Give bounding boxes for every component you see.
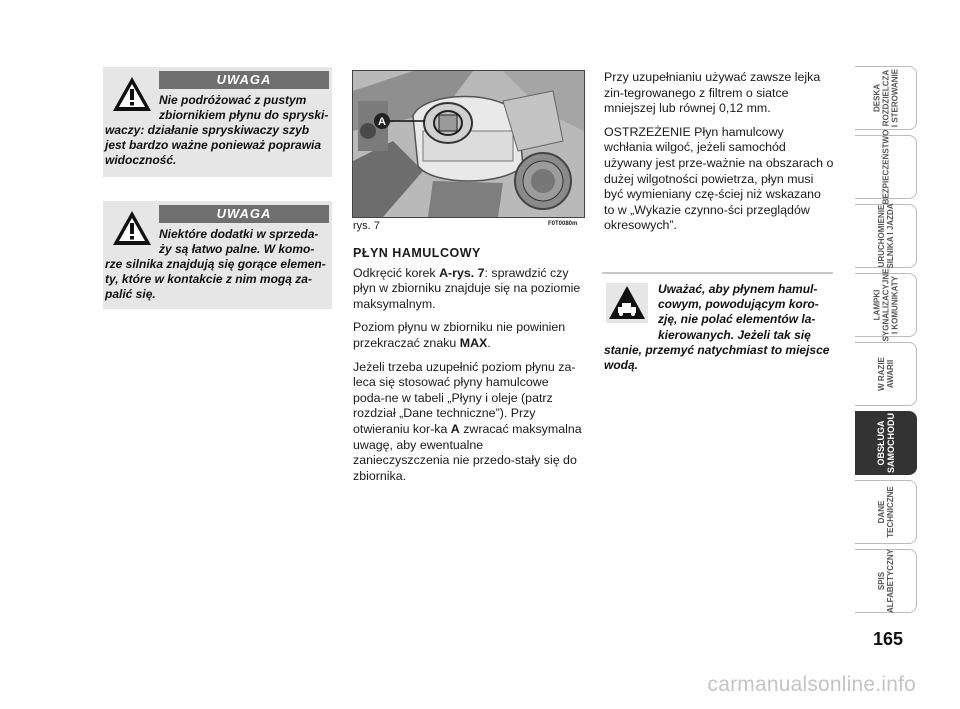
tab-spis-alfabetyczny[interactable]: SPIS ALFABETYCZNY xyxy=(855,549,917,613)
tab-obsluga-samochodu[interactable]: OBSŁUGA SAMOCHODU xyxy=(855,411,917,475)
watermark: carmanualsonline.info xyxy=(707,673,916,696)
paragraph: Przy uzupełnianiu używać zawsze lejka zin-tegrowanego z filtrem o siatce mniejszej lub równej 0,12 mm. xyxy=(604,70,821,116)
paragraph: Jeżeli trzeba uzupełnić poziom płynu za-leca się stosować płyny hamulcowe poda-ne w tabeli „Płyny i oleje (patrz rozdział „Dane techniczne”). Przy otwieraniu kor-ka A zwracać maksymalna uwagę, aby ewentualne zanieczyszczenia nie przedo-stały się do zbiornika. xyxy=(353,359,582,483)
middle-column xyxy=(353,246,583,492)
figure-label-a: A xyxy=(378,116,386,128)
section-heading: PŁYN HAMULCOWY xyxy=(353,246,481,260)
tab-bezpieczenstwo[interactable]: BEZPIECZEŃSTWO xyxy=(855,135,917,199)
paragraph: Poziom płynu w zbiorniku nie powinien przekraczać znaku MAX. xyxy=(353,320,566,350)
tab-dane-techniczne[interactable]: DANE TECHNICZNE xyxy=(855,480,917,544)
warning-box-2 xyxy=(103,201,332,309)
paragraph: Odkręcić korek A-rys. 7: sprawdzić czy płyn w zbiorniku znajduje się na poziomie maksymalnym. xyxy=(353,265,581,311)
warning-header: UWAGA xyxy=(159,205,329,223)
warning-text: Niektóre dodatki w sprzeda- ży są łatwo palne. W komo- rze silnika znajdują się gorące elemen- ty, które w kontakcie z nim mogą za- palić się. xyxy=(105,227,326,301)
tab-w-razie-awarii[interactable]: W RAZIE AWARII xyxy=(855,342,917,406)
paragraph: OSTRZEŻENIE Płyn hamulcowy wchłania wilgoć, jeżeli samochód używany jest prze-ważnie na obszarach o dużej wilgotności powietrza, płyn musi być wymieniany czę-ściej niż wskazano to w „Wykazie czynno-ści przeglądów okresowych”. xyxy=(604,124,834,233)
figure-code: F0T0080m xyxy=(548,221,578,227)
warning-header: UWAGA xyxy=(159,71,329,89)
page-number: 165 xyxy=(872,629,904,649)
caution-text: Uważać, aby płynem hamul- cowym, powodującym koro- zję, nie polać elementów la- kierowanych. Jeżeli tak się stanie, przemyć natychmiast to miejsce wodą. xyxy=(604,282,830,373)
caution-divider xyxy=(602,272,833,274)
right-column xyxy=(604,70,834,242)
tab-lampki[interactable]: LAMPKI SYGNALIZACYJNE I KOMUNIKATY xyxy=(855,273,917,337)
warning-text: Nie podróżować z pustym zbiornikiem płynu do spryski- waczy: działanie spryskiwaczy szyb jest bardzo ważne ponieważ poprawia widoczność. xyxy=(105,93,329,167)
figure-caption: rys. 7 xyxy=(353,220,380,232)
engine-bay-illustration xyxy=(353,71,584,217)
tab-deska-rozdzielcza[interactable]: DESKA ROZDZIELCZA I STEROWANIE xyxy=(855,66,917,130)
tab-uruchomienie[interactable]: URUCHOMIENIE SILNIKA I JAZDA xyxy=(855,204,917,268)
brake-fluid-reservoir-photo xyxy=(352,70,585,218)
warning-box-1 xyxy=(103,67,332,177)
